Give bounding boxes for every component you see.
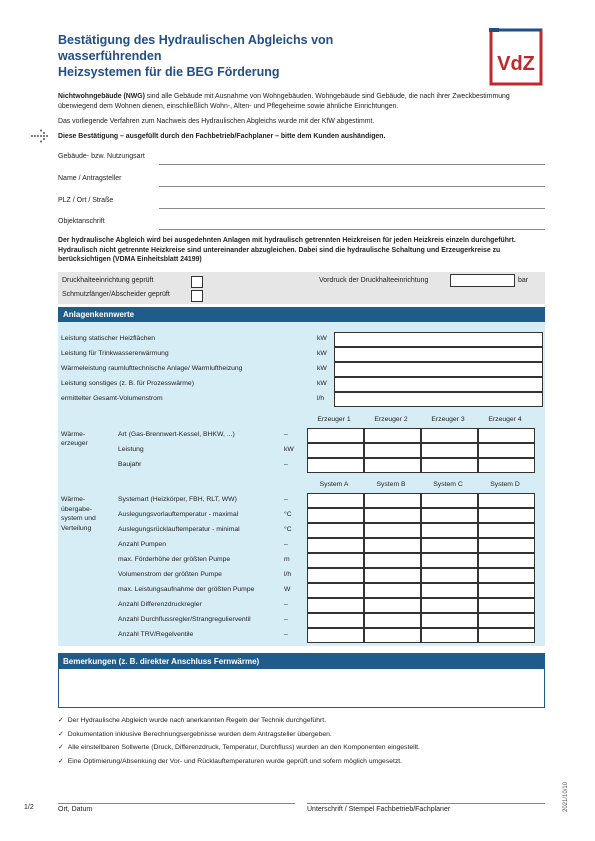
system-cell-input[interactable]: [421, 598, 478, 613]
confirmation-item: [58, 730, 546, 738]
confirmation-text: Eine Optimierung/Absenkung der Vor- und Rücklauftemperaturen wurde geprüft und sofern möglich umgesetzt.: [67, 757, 403, 765]
anlagen-row-label: Leistung für Trinkwassererwärmung: [61, 350, 169, 357]
anlagen-value-input[interactable]: [334, 347, 543, 362]
field-label: Objektanschrift: [58, 218, 105, 225]
ort-datum-label: Ort, Datum: [58, 806, 93, 813]
erzeuger-column-header: Erzeuger 3: [431, 416, 465, 423]
anlagen-row-unit: kW: [317, 350, 327, 357]
system-cell-input[interactable]: [307, 553, 364, 568]
checkmark-icon: ✓: [58, 757, 64, 765]
checkmark-icon: ✓: [58, 717, 64, 724]
system-cell-input[interactable]: [307, 538, 364, 553]
erzeuger-row-unit: –: [284, 461, 288, 468]
system-column-header: System A: [319, 481, 349, 488]
system-cell-input[interactable]: [421, 553, 478, 568]
remarks-header: Bemerkungen (z. B. direkter Anschluss Fernwärme): [58, 654, 545, 669]
system-cell-input[interactable]: [421, 568, 478, 583]
system-cell-input[interactable]: [478, 583, 535, 598]
system-column-header: System B: [376, 481, 406, 488]
system-row-unit: °C: [284, 526, 292, 533]
anlagen-row-label: Leistung sonstiges (z. B. für Prozesswärme): [61, 380, 194, 387]
system-row-label: max. Leistungsaufnahme der größten Pumpe: [118, 586, 255, 593]
field-name[interactable]: [58, 175, 545, 189]
system-cell-input[interactable]: [478, 613, 535, 628]
system-row-unit: –: [284, 616, 288, 623]
system-row-label: Anzahl Pumpen: [118, 541, 166, 548]
anlagen-row-label: Wärmeleistung raumlufttechnische Anlage/ Warmluftheizung: [61, 365, 243, 372]
anlagen-row-label: Leistung statischer Heizflächen: [61, 335, 156, 342]
intro-text: [58, 92, 546, 147]
system-cell-input[interactable]: [478, 628, 535, 643]
erzeuger-row-label: Art (Gas-Brennwert-Kessel, BHKW, ...): [118, 431, 235, 438]
checkmark-icon: ✓: [58, 744, 64, 751]
confirmation-text: Alle einstellbaren Sollwerte (Druck, Differenzdruck, Temperatur, Durchfluss) wurden an den Komponenten eingestellt.: [67, 744, 420, 751]
system-column-header: System D: [490, 481, 520, 488]
erzeuger-cell-input[interactable]: [307, 428, 364, 443]
system-row-label: Anzahl Differenzdruckregler: [118, 601, 202, 608]
svg-text:VdZ: VdZ: [497, 53, 535, 75]
system-row-unit: –: [284, 631, 288, 638]
erzeuger-cell-input[interactable]: [307, 443, 364, 458]
system-row-label: max. Förderhöhe der größten Pumpe: [118, 556, 231, 563]
system-cell-input[interactable]: [307, 493, 364, 508]
erzeuger-cell-input[interactable]: [478, 458, 535, 473]
system-cell-input[interactable]: [478, 598, 535, 613]
system-cell-input[interactable]: [364, 628, 421, 643]
field-objektanschrift[interactable]: [58, 218, 545, 232]
system-cell-input[interactable]: [364, 583, 421, 598]
anlagen-table: [58, 322, 545, 646]
erzeuger-row-label: Baujahr: [118, 461, 142, 468]
system-cell-input[interactable]: [307, 583, 364, 598]
erzeuger-cell-input[interactable]: [364, 428, 421, 443]
system-row-label: Auslegungsvorlauftemperatur - maximal: [118, 511, 239, 518]
document-date: 2021/10/10: [563, 781, 569, 812]
system-cell-input[interactable]: [478, 508, 535, 523]
anlagen-value-input[interactable]: [334, 332, 543, 347]
anlagen-row-unit: l/h: [317, 395, 325, 402]
erzeuger-cell-input[interactable]: [364, 443, 421, 458]
system-cell-input[interactable]: [364, 508, 421, 523]
erzeuger-row-label: Leistung: [118, 446, 144, 453]
system-row-unit: –: [284, 496, 288, 503]
system-column-header: System C: [433, 481, 463, 488]
system-cell-input[interactable]: [364, 538, 421, 553]
field-label: Gebäude- bzw. Nutzungsart: [58, 153, 145, 160]
erzeuger-column-header: Erzeuger 4: [488, 416, 522, 423]
anlagen-row-label: ermittelter Gesamt-Volumenstrom: [61, 395, 163, 402]
system-cell-input[interactable]: [307, 568, 364, 583]
vordruck-label: Vordruck der Druckhalteeinrichtung: [319, 277, 429, 284]
system-cell-input[interactable]: [307, 508, 364, 523]
system-row-label: Auslegungsrücklauftemperatur - minimal: [118, 526, 240, 533]
anlagen-row-unit: kW: [317, 365, 327, 372]
field-nutzungsart[interactable]: [58, 153, 545, 167]
pressure-checks: [58, 272, 545, 304]
field-plz-ort[interactable]: [58, 197, 545, 211]
instruction-note: Diese Bestätigung – ausgefüllt durch den Fachbetrieb/Fachplaner – bitte dem Kunden aushändigen.: [58, 133, 386, 140]
abgleich-note: Der hydraulische Abgleich wird bei ausgedehnten Anlagen mit hydraulisch getrennten Heizkreisen für jeden Heizkreis einzeln durchgeführt. Hydraulisch nicht getrennte Heizkreise sind untereinander abzugleichen. Dabei sind die hydraulische Schaltung und Erzeugerkreise zu berücksichtigen (VDMA Einheitsblatt 24199): [58, 237, 516, 263]
system-row-label: Anzahl Durchflussregler/Strangregulierventil: [118, 616, 251, 623]
system-cell-input[interactable]: [307, 613, 364, 628]
confirmation-item: [58, 716, 546, 724]
field-label: PLZ / Ort / Straße: [58, 197, 114, 204]
system-row-unit: l/h: [284, 571, 292, 578]
system-cell-input[interactable]: [478, 568, 535, 583]
erzeuger-column-header: Erzeuger 2: [374, 416, 408, 423]
anlagen-row-unit: kW: [317, 380, 327, 387]
system-row-label: Anzahl TRV/Regelventile: [118, 631, 194, 638]
system-cell-input[interactable]: [421, 508, 478, 523]
system-group-label: Wärme- übergabe- system und Verteilung: [61, 496, 96, 532]
druck-checkbox[interactable]: [191, 276, 203, 288]
system-row-label: Systemart (Heizkörper, FBH, RLT, WW): [118, 496, 237, 503]
erzeuger-row-unit: –: [284, 431, 288, 438]
anlagen-value-input[interactable]: [334, 362, 543, 377]
system-cell-input[interactable]: [421, 583, 478, 598]
system-cell-input[interactable]: [421, 493, 478, 508]
nwg-term: Nichtwohngebäude (NWG): [58, 93, 145, 100]
system-row-label: Volumenstrom der größten Pumpe: [118, 571, 222, 578]
erzeuger-cell-input[interactable]: [421, 428, 478, 443]
system-row-unit: °C: [284, 511, 292, 518]
title-line-1: Bestätigung des Hydraulischen Abgleichs von wasserführenden: [58, 33, 334, 63]
system-cell-input[interactable]: [478, 523, 535, 538]
system-cell-input[interactable]: [307, 598, 364, 613]
title-line-2: Heizsystemen für die BEG Förderung: [58, 65, 280, 79]
page-number: 1/2: [24, 804, 34, 811]
erzeuger-cell-input[interactable]: [307, 458, 364, 473]
confirmation-text: Der Hydraulische Abgleich wurde nach anerkannten Regeln der Technik durchgeführt.: [67, 717, 327, 724]
system-row-unit: –: [284, 541, 288, 548]
signature-label: Unterschrift / Stempel Fachbetrieb/Fachplaner: [307, 806, 451, 813]
kfw-note: Das vorliegende Verfahren zum Nachweis des Hydraulischen Abgleichs wurde mit der KfW abgestimmt.: [58, 118, 375, 125]
checkmark-icon: ✓: [58, 730, 64, 738]
system-cell-input[interactable]: [421, 628, 478, 643]
system-cell-input[interactable]: [307, 523, 364, 538]
system-cell-input[interactable]: [421, 613, 478, 628]
erzeuger-column-header: Erzeuger 1: [317, 416, 351, 423]
system-cell-input[interactable]: [421, 523, 478, 538]
erzeuger-group-label: Wärme- erzeuger: [61, 431, 88, 447]
field-label: Name / Antragsteller: [58, 175, 122, 182]
system-cell-input[interactable]: [478, 538, 535, 553]
anlagen-header: Anlagenkennwerte: [58, 307, 545, 322]
anlagen-value-input[interactable]: [334, 377, 543, 392]
remarks-field[interactable]: [58, 653, 545, 708]
system-cell-input[interactable]: [478, 553, 535, 568]
document-title: [58, 32, 438, 80]
system-cell-input[interactable]: [364, 493, 421, 508]
system-cell-input[interactable]: [307, 628, 364, 643]
erzeuger-cell-input[interactable]: [478, 428, 535, 443]
system-cell-input[interactable]: [364, 523, 421, 538]
system-cell-input[interactable]: [421, 538, 478, 553]
confirmation-text: Dokumentation inklusive Berechnungsergebnisse wurden dem Antragsteller übergeben.: [67, 730, 332, 738]
bar-unit: bar: [518, 277, 529, 284]
system-row-unit: m: [284, 556, 290, 563]
system-row-unit: W: [284, 586, 291, 593]
erzeuger-cell-input[interactable]: [421, 458, 478, 473]
anlagen-value-input[interactable]: [334, 392, 543, 407]
system-cell-input[interactable]: [364, 598, 421, 613]
anlagen-row-unit: kW: [317, 335, 327, 342]
arrow-dots-icon: [30, 129, 50, 143]
system-cell-input[interactable]: [478, 493, 535, 508]
system-cell-input[interactable]: [364, 568, 421, 583]
schmutz-label: Schmutzfänger/Abscheider geprüft: [62, 291, 170, 298]
confirmation-item: [58, 743, 546, 751]
vordruck-input[interactable]: [450, 274, 515, 287]
erzeuger-cell-input[interactable]: [478, 443, 535, 458]
druck-label: Druckhalteeinrichtung geprüft: [62, 277, 154, 284]
system-cell-input[interactable]: [364, 553, 421, 568]
vdz-logo: [487, 28, 545, 86]
system-row-unit: –: [284, 601, 288, 608]
erzeuger-row-unit: kW: [284, 446, 294, 453]
schmutz-checkbox[interactable]: [191, 290, 203, 302]
erzeuger-cell-input[interactable]: [421, 443, 478, 458]
nwg-definition: sind alle Gebäude mit Ausnahme von Wohngebäuden. Wohngebäude sind Gebäude, die nach ihrer Zweckbestimmung überwiegend dem Wohnen dienen, einschließlich Wohn-, Alten- und Pflegeheime sowie ähnliche Einrichtungen.: [58, 93, 510, 110]
confirmation-item: [58, 757, 546, 765]
system-cell-input[interactable]: [364, 613, 421, 628]
erzeuger-cell-input[interactable]: [364, 458, 421, 473]
